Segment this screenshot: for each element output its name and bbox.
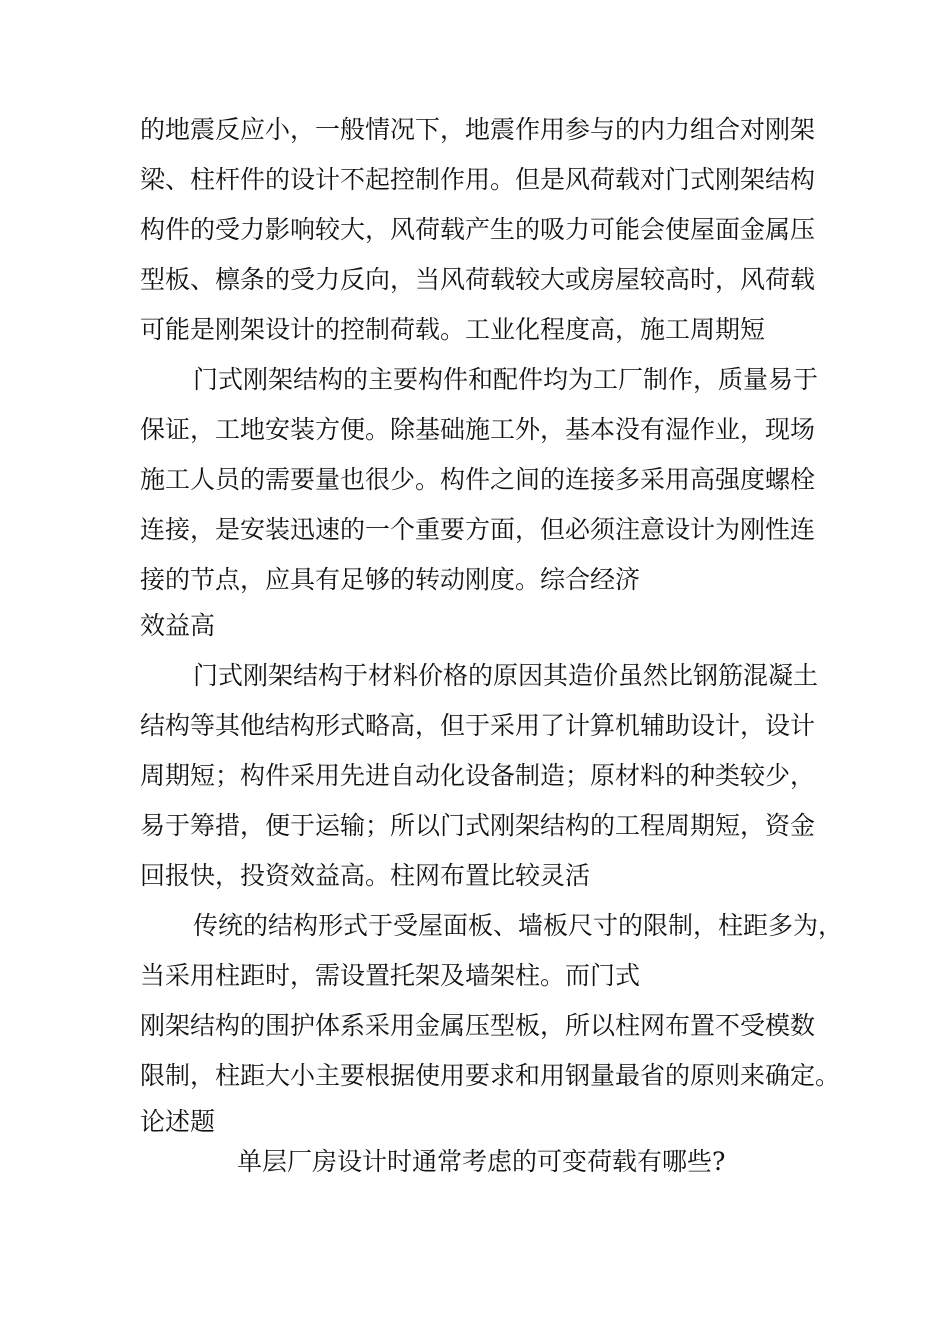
- text-line: 刚架结构的围护体系采用金属压型板，所以柱网布置不受模数: [140, 1011, 816, 1040]
- text-line: 构件的受力影响较大，风荷载产生的吸力可能会使屋面金属压: [140, 215, 816, 244]
- paragraph-first-line: 传统的结构形式于受屋面板、墙板尺寸的限制，柱距多为，: [193, 911, 844, 940]
- text-line: 易于筹措，便于运输；所以门式刚架结构的工程周期短，资金: [140, 811, 816, 840]
- text-line: 当采用柱距时，需设置托架及墙架柱。而门式: [140, 961, 641, 990]
- text-line: 梁、柱杆件的设计不起控制作用。但是风荷载对门式刚架结构: [140, 165, 816, 194]
- text-line: 回报快，投资效益高。柱网布置比较灵活: [140, 861, 591, 890]
- text-line: 周期短；构件采用先进自动化设备制造；原材料的种类较少，: [140, 761, 816, 790]
- paragraph-first-line: 门式刚架结构于材料价格的原因其造价虽然比钢筋混凝土: [193, 661, 819, 690]
- section-heading: 效益高: [140, 611, 216, 640]
- text-line: 的地震反应小，一般情况下，地震作用参与的内力组合对刚架: [140, 115, 816, 144]
- text-line: 结构等其他结构形式略高，但于采用了计算机辅助设计，设计: [140, 711, 816, 740]
- text-line: 保证，工地安装方便。除基础施工外，基本没有湿作业，现场: [140, 415, 816, 444]
- text-line: 接的节点，应具有足够的转动刚度。综合经济: [140, 565, 641, 594]
- text-line: 施工人员的需要量也很少。构件之间的连接多采用高强度螺栓: [140, 465, 816, 494]
- text-line: 型板、檩条的受力反向，当风荷载较大或房屋较高时，风荷载: [140, 265, 816, 294]
- text-line: 限制，柱距大小主要根据使用要求和用钢量最省的原则来确定。: [140, 1061, 841, 1090]
- paragraph-first-line: 门式刚架结构的主要构件和配件均为工厂制作，质量易于: [193, 365, 819, 394]
- text-line: 连接，是安装迅速的一个重要方面，但必须注意设计为刚性连: [140, 515, 816, 544]
- text-line: 可能是刚架设计的控制荷载。工业化程度高，施工周期短: [140, 315, 766, 344]
- section-heading: 论述题: [140, 1107, 216, 1136]
- question-text: 单层厂房设计时通常考虑的可变荷载有哪些?: [237, 1147, 726, 1176]
